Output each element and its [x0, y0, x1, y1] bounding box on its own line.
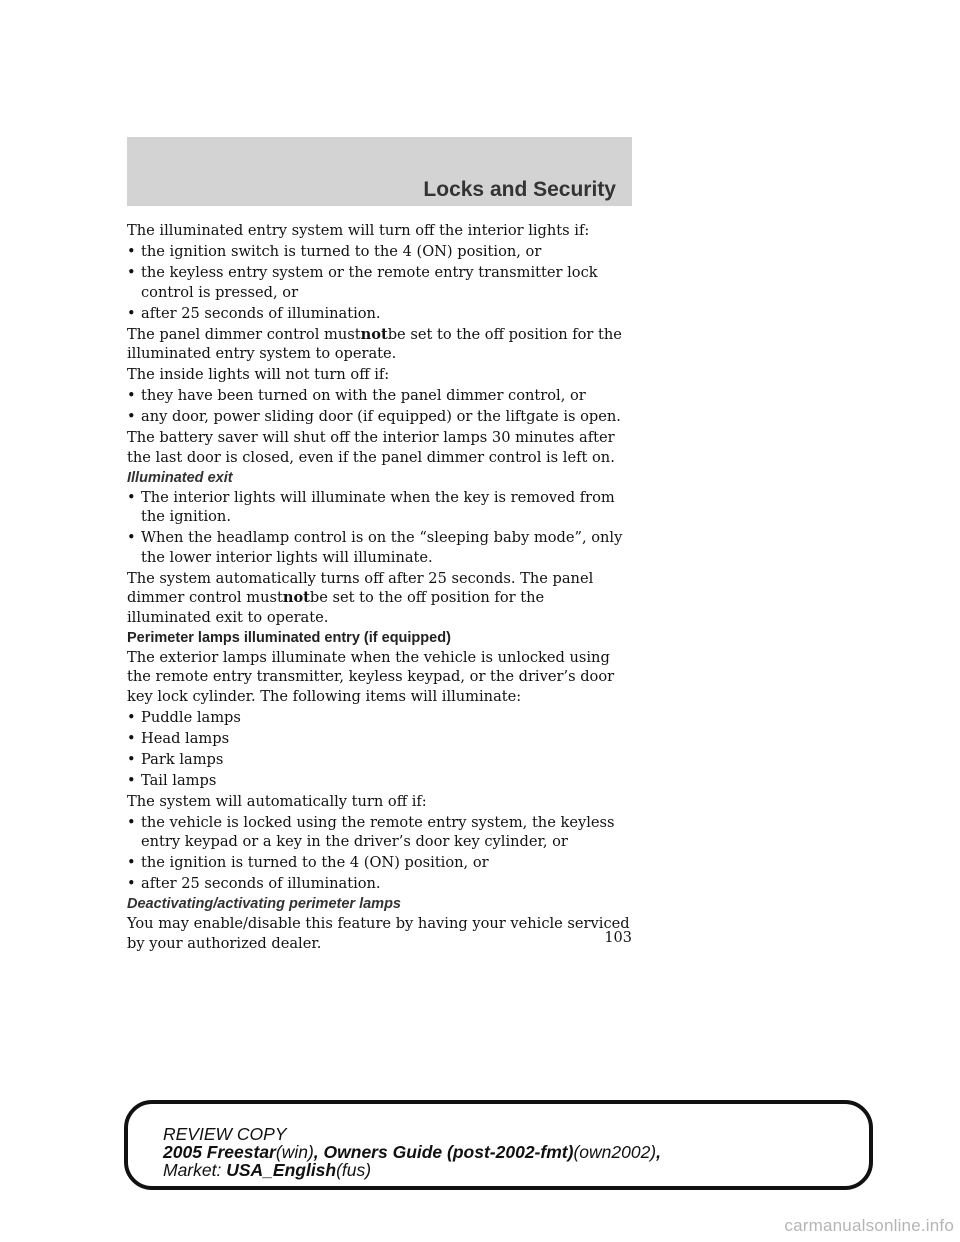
paragraph: You may enable/disable this feature by having your vehicle serviced by your authorized dealer.	[127, 915, 630, 952]
bullet-icon: •	[127, 264, 136, 281]
list-item: • When the headlamp control is on the “sleeping baby mode”, only the lower interior lights will illuminate.	[127, 529, 623, 566]
review-label: REVIEW COPY	[163, 1124, 287, 1144]
list-item: • Head lamps	[127, 729, 230, 747]
paragraph: The inside lights will not turn off if:	[127, 366, 390, 383]
bullet-icon: •	[127, 729, 136, 747]
list-item: • Park lamps	[127, 750, 224, 768]
paragraph: The illuminated entry system will turn off the interior lights if:	[127, 222, 590, 239]
subheading: Illuminated exit	[127, 469, 233, 486]
emphasis: not	[282, 589, 310, 606]
list-item: • after 25 seconds of illumination.	[127, 304, 381, 322]
paragraph: The panel dimmer control mustnotbe set to the off position for the illuminated entry system to operate.	[127, 325, 622, 362]
list-item: • after 25 seconds of illumination.	[127, 875, 381, 892]
section-header-band	[127, 137, 632, 206]
bullet-icon: •	[127, 771, 136, 789]
paragraph: The exterior lamps illuminate when the vehicle is unlocked using the remote entry transmitter, keyless keypad, or the driver’s door key lock cylinder. The following items will illuminate:	[127, 648, 615, 705]
paragraph: The system automatically turns off after 25 seconds. The panel dimmer control mustnotbe set to the off position for the illuminated exit to operate.	[127, 569, 594, 626]
section-title: Locks and Security	[423, 178, 616, 201]
bullet-icon: •	[127, 854, 136, 871]
review-market-line: Market: USA_English(fus)	[163, 1160, 372, 1180]
list-item: • the vehicle is locked using the remote entry system, the keyless entry keypad or a key in the driver’s door key cylinder, or	[127, 813, 615, 850]
bullet-icon: •	[127, 243, 136, 260]
paragraph: The battery saver will shut off the interior lamps 30 minutes after the last door is closed, even if the panel dimmer control is left on.	[127, 429, 615, 466]
bullet-icon: •	[127, 488, 136, 506]
bullet-icon: •	[127, 408, 136, 425]
bullet-icon: •	[127, 529, 136, 546]
list-item: • the ignition switch is turned to the 4 (ON) position, or	[127, 243, 542, 260]
bullet-icon: •	[127, 875, 136, 892]
review-model-line: 2005 Freestar(win), Owners Guide (post-2002-fmt)(own2002),	[163, 1142, 662, 1162]
list-item: • they have been turned on with the panel dimmer control, or	[127, 387, 586, 404]
bullet-icon: •	[127, 387, 136, 404]
bullet-icon: •	[127, 304, 136, 322]
review-copy-text	[163, 1125, 661, 1179]
list-item: • the ignition is turned to the 4 (ON) position, or	[127, 854, 489, 871]
list-item: • Puddle lamps	[127, 708, 241, 726]
bullet-icon: •	[127, 750, 136, 768]
list-item: • Tail lamps	[127, 771, 217, 789]
watermark: carmanualsonline.info	[784, 1216, 954, 1235]
subheading: Perimeter lamps illuminated entry (if equipped)	[127, 629, 451, 646]
paragraph: The system will automatically turn off if:	[127, 792, 427, 810]
subheading: Deactivating/activating perimeter lamps	[127, 896, 401, 912]
list-item: • any door, power sliding door (if equipped) or the liftgate is open.	[127, 408, 621, 425]
bullet-icon: •	[127, 813, 136, 831]
bullet-icon: •	[127, 708, 136, 726]
list-item: • the keyless entry system or the remote entry transmitter lock control is pressed, or	[127, 264, 598, 301]
emphasis: not	[360, 325, 388, 343]
page-number: 103	[604, 930, 632, 946]
list-item: • The interior lights will illuminate when the key is removed from the ignition.	[127, 488, 615, 525]
page-content	[127, 221, 632, 955]
